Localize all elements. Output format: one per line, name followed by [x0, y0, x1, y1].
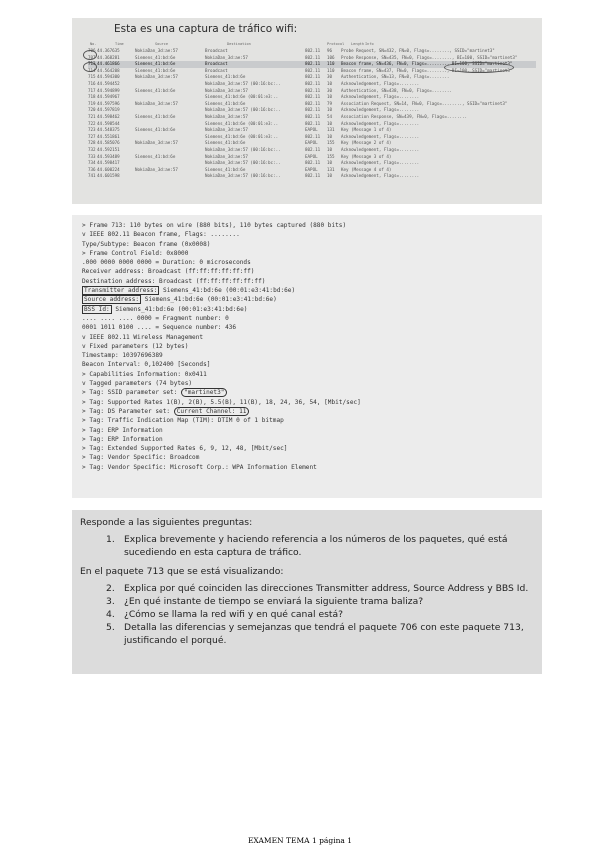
packet-info: Authentication, SN=438, FN=0, Flags=........	[341, 87, 452, 93]
packet-length: 10	[327, 173, 333, 179]
highlight-oval: Current Channel: 11	[174, 407, 250, 416]
packet-destination: Siemens_41:bd:6e (00:01:e3:..	[205, 94, 279, 100]
packet-source	[135, 107, 205, 114]
question-5	[106, 621, 534, 647]
packet-protocol: 802.11	[305, 146, 321, 152]
packet-time: 44.598544	[97, 120, 120, 126]
packet-length: 54	[327, 113, 333, 119]
packet-protocol: EAPOL	[305, 166, 318, 172]
packet-no: 736	[88, 166, 96, 172]
pen-mark	[444, 62, 514, 73]
question-number: 3.	[106, 596, 115, 607]
packet-details-photo	[72, 215, 542, 498]
packet-info: Authentication, SN=13, FN=0, Flags=........	[341, 74, 450, 80]
packet-no: 719	[88, 100, 96, 106]
packet-source: Siemens_41:bd:6e	[135, 113, 176, 119]
detail-line[interactable]: > Tag: Vendor Specific: Broadcom	[82, 454, 200, 462]
packet-length: 79	[327, 100, 333, 106]
packet-protocol: 802.11	[305, 54, 321, 60]
packet-info: Key (Message 3 of 4)	[341, 153, 392, 159]
packet-row[interactable]	[88, 101, 536, 108]
packet-source: Siemens_41:bd:6e	[135, 153, 176, 159]
packet-row[interactable]	[88, 140, 536, 147]
packet-destination: NokiaDan_3d:ae:57 (00:16:bc:..	[205, 160, 281, 166]
col-time: Time	[115, 42, 124, 46]
packet-source: Siemens_41:bd:6e	[135, 127, 176, 133]
packet-time: 44.597596	[97, 100, 120, 106]
packet-no: 723	[88, 127, 96, 133]
packet-destination: Siemens_41:bd:6e	[205, 100, 246, 106]
packet-row[interactable]	[88, 114, 536, 121]
packet-row[interactable]	[88, 74, 536, 81]
detail-line[interactable]: > Tag: Traffic Indication Map (TIM): DTIM 0 of 1 bitmap	[82, 417, 284, 425]
packet-time: 44.564208	[97, 67, 120, 73]
packet-length: 10	[327, 133, 333, 139]
detail-line[interactable]: > Tag: SSID parameter set: "martinet3"	[82, 388, 538, 397]
packet-protocol: EAPOL	[305, 127, 318, 133]
packet-row[interactable]	[88, 167, 536, 174]
detail-line[interactable]: > Capabilities Information: 0x0411	[82, 370, 207, 378]
packet-no: 728	[88, 140, 96, 146]
packet-length: 10	[327, 160, 333, 166]
packet-time: 44.598462	[97, 113, 120, 119]
detail-line[interactable]: > Tag: ERP Information	[82, 426, 163, 434]
packet-info: Probe Response, SN=435, FN=0, Flags=........, BI=100, SSID="martinet3"	[341, 54, 518, 60]
packet-protocol: 802.11	[305, 120, 321, 126]
packet-time: 44.594899	[97, 87, 120, 93]
packet-no: 733	[88, 153, 96, 159]
detail-line[interactable]: v Fixed parameters (12 bytes)	[82, 342, 189, 350]
packet-no: 717	[88, 87, 96, 93]
col-no: No.	[90, 42, 97, 46]
question-text: Detalla las diferencias y semejanzas que tendrá el paquete 706 con este paquete 713, justificando el porqué.	[124, 622, 524, 646]
packet-length: 131	[327, 127, 335, 133]
packet-info: Acknowledgement, Flags=........	[341, 94, 420, 100]
packet-row[interactable]	[88, 147, 536, 154]
packet-row[interactable]	[88, 94, 536, 101]
packet-source: NokiaDan_3d:ae:57	[135, 100, 178, 106]
packet-info: Key (Message 1 of 4)	[341, 127, 392, 133]
packet-no: 718	[88, 94, 96, 100]
packet-destination: Siemens_41:bd:6e	[205, 74, 246, 80]
detail-line[interactable]: v IEEE 802.11 Beacon frame, Flags: ........	[82, 231, 240, 239]
question-text: ¿En qué instante de tiempo se enviará la siguiente trama baliza?	[124, 596, 424, 607]
page-footer: EXAMEN TEMA 1 página 1	[247, 836, 353, 845]
packet-time: 44.461866	[97, 61, 120, 67]
packet-source: Siemens_41:bd:6e	[135, 67, 176, 73]
questions-context: En el paquete 713 que se está visualizando:	[80, 566, 284, 577]
packet-destination: Broadcast	[205, 67, 228, 73]
packet-destination: NokiaDan_3d:ae:57 (00:16:bc:..	[205, 173, 281, 179]
question-4	[106, 608, 534, 621]
pen-mark	[83, 50, 97, 60]
detail-line[interactable]: 0001 1011 0100 .... = Sequence number: 436	[82, 324, 237, 332]
packet-time: 44.592151	[97, 146, 120, 152]
detail-line[interactable]: > Frame 713: 110 bytes on wire (880 bits), 110 bytes captured (880 bits)	[82, 222, 347, 229]
packet-destination: NokiaDan_3d:ae:57 (00:16:bc:..	[205, 146, 281, 152]
questions-intro: Responde a las siguientes preguntas:	[80, 517, 253, 528]
packet-source: Siemens_41:bd:6e	[135, 87, 176, 93]
col-length: Length	[351, 42, 364, 46]
packet-destination: NokiaDan_3d:ae:57	[205, 54, 248, 60]
packet-no: 714	[88, 67, 96, 73]
packet-length: 155	[327, 140, 335, 146]
packet-protocol: 802.11	[305, 94, 321, 100]
packet-list-header	[90, 42, 374, 46]
packet-no: 727	[88, 133, 96, 139]
packet-info: Acknowledgement, Flags=........	[341, 160, 420, 166]
packet-source	[135, 81, 205, 88]
packet-time: 44.601598	[97, 173, 120, 179]
packet-no: 732	[88, 146, 96, 152]
detail-line[interactable]: > Frame Control Field: 0x8000	[82, 249, 189, 257]
packet-time: 44.594452	[97, 80, 120, 86]
packet-source	[135, 160, 205, 167]
packet-row[interactable]	[88, 81, 536, 88]
question-number: 1.	[106, 534, 115, 545]
packet-destination: NokiaDan_3d:ae:57	[205, 87, 248, 93]
packet-info: Key (Message 2 of 4)	[341, 140, 392, 146]
packet-length: 10	[327, 120, 333, 126]
packet-length: 10	[327, 94, 333, 100]
packet-destination: Siemens_41:bd:6e	[205, 166, 246, 172]
highlight-box: Source address:	[84, 296, 140, 304]
packet-destination: NokiaDan_3d:ae:57	[205, 153, 248, 159]
packet-protocol: 802.11	[305, 87, 321, 93]
packet-no: 716	[88, 80, 96, 86]
detail-line[interactable]: Beacon Interval: 0,102400 [Seconds]	[82, 361, 211, 369]
packet-length: 10	[327, 107, 333, 113]
detail-line[interactable]: > Tag: ERP Information	[82, 435, 163, 443]
packet-length: 10	[327, 80, 333, 86]
packet-row[interactable]	[88, 88, 536, 95]
packet-destination: NokiaDan_3d:ae:57	[205, 113, 248, 119]
packet-length: 10	[327, 146, 333, 152]
packet-info: Acknowledgement, Flags=........	[341, 120, 420, 126]
packet-length: 106	[327, 54, 335, 60]
packet-length: 110	[327, 61, 335, 67]
highlight-box: Transmitter address:	[84, 287, 158, 295]
packet-info: Acknowledgement, Flags=........	[341, 173, 420, 179]
packet-no: 722	[88, 120, 96, 126]
detail-line[interactable]: v IEEE 802.11 Wireless Management	[82, 333, 204, 341]
packet-destination: Siemens_41:bd:6e (00:01:e3:..	[205, 120, 279, 126]
packet-time: 44.598417	[97, 160, 120, 166]
packet-protocol: 802.11	[305, 67, 321, 73]
packet-row[interactable]	[88, 134, 536, 141]
question-number: 5.	[106, 622, 115, 633]
packet-protocol: 802.11	[305, 48, 321, 53]
highlight-oval: "martinet3"	[181, 388, 227, 397]
packet-source	[135, 134, 205, 141]
question-number: 4.	[106, 609, 115, 620]
packet-protocol: 802.11	[305, 74, 321, 80]
question-text: ¿Cómo se llama la red wifi y en qué canal está?	[124, 609, 343, 620]
packet-protocol: 802.11	[305, 160, 321, 166]
packet-destination: NokiaDan_3d:ae:57 (00:16:bc:..	[205, 107, 281, 113]
col-source: Source	[155, 42, 168, 46]
packet-no: 713	[88, 61, 96, 67]
detail-line[interactable]: v Tagged parameters (74 bytes)	[82, 380, 193, 388]
packet-list-photo	[72, 18, 542, 204]
packet-details-tree	[82, 221, 538, 472]
packet-source: Siemens_41:bd:6e	[135, 61, 176, 67]
question-3	[106, 595, 534, 608]
packet-info: Key (Message 4 of 4)	[341, 166, 392, 172]
detail-line[interactable]: Type/Subtype: Beacon frame (0x0008)	[82, 240, 211, 248]
packet-protocol: 802.11	[305, 133, 321, 139]
packet-row[interactable]	[88, 173, 536, 180]
packet-no: 715	[88, 74, 96, 80]
packet-no: 720	[88, 107, 96, 113]
packet-info: Acknowledgement, Flags=........	[341, 80, 420, 86]
packet-time: 44.593489	[97, 153, 120, 159]
question-number: 2.	[106, 583, 115, 594]
detail-line[interactable]: BSS Id: Siemens_41:bd:6e (00:01:e3:41:bd:6e)	[84, 305, 248, 313]
packet-destination: NokiaDan_3d:ae:57	[205, 127, 248, 133]
packet-no: 707	[88, 54, 96, 60]
packet-row[interactable]	[88, 107, 536, 114]
detail-line[interactable]: .... .... .... 0000 = Fragment number: 0	[82, 314, 229, 322]
packet-time: 44.594300	[97, 74, 120, 80]
packet-info: Acknowledgement, Flags=........	[341, 107, 420, 113]
detail-line[interactable]: > Tag: Supported Rates 1(B), 2(B), 5.5(B), 11(B), 18, 24, 36, 54, [Mbit/sec]	[82, 398, 361, 406]
packet-protocol: 802.11	[305, 107, 321, 113]
question-2	[106, 582, 534, 595]
packet-row[interactable]	[88, 127, 536, 134]
packet-info: Beacon frame, SN=437, FN=0, Flags=........, BI=100, SSID="martinet3"	[341, 67, 513, 73]
question-text: Explica por qué coinciden las direcciones Transmitter address, Source Address y BBS Id.	[124, 583, 529, 594]
question-text: Explica brevemente y haciendo referencia a los números de los paquetes, qué está sucediendo en esta captura de tráfico.	[124, 534, 508, 558]
packet-protocol: EAPOL	[305, 140, 318, 146]
packet-info: Probe Request, SN=432, FN=0, Flags=........, SSID="martinet3"	[341, 48, 495, 53]
packet-destination: Broadcast	[205, 48, 228, 53]
packet-destination: NokiaDan_3d:ae:57 (00:16:bc:..	[205, 80, 281, 86]
pen-mark	[83, 62, 97, 72]
packet-length: 155	[327, 153, 335, 159]
packet-protocol: 802.11	[305, 80, 321, 86]
packet-source: NokiaDan_3d:ae:57	[135, 48, 178, 53]
packet-info: Acknowledgement, Flags=........	[341, 146, 420, 152]
detail-line[interactable]: Receiver address: Broadcast (ff:ff:ff:ff:ff:ff)	[82, 268, 255, 276]
packet-source	[135, 94, 205, 101]
packet-info: Association Response, SN=439, FN=0, Flags=........	[341, 113, 468, 119]
packet-row[interactable]	[88, 154, 536, 161]
detail-line[interactable]: .000 0000 0000 0000 = Duration: 0 microseconds	[82, 259, 251, 267]
packet-time: 44.585076	[97, 140, 120, 146]
questions-photo	[72, 510, 542, 674]
packet-protocol: 802.11	[305, 113, 321, 119]
packet-source: Siemens_41:bd:6e	[135, 54, 176, 60]
packet-source	[135, 121, 205, 128]
detail-line[interactable]: Destination address: Broadcast (ff:ff:ff:ff:ff:ff)	[82, 277, 266, 285]
packet-protocol: 802.11	[305, 173, 321, 179]
packet-length: 131	[327, 166, 335, 172]
col-destination: Destination	[227, 42, 251, 46]
packet-no: 734	[88, 160, 96, 166]
packet-no: 706	[88, 48, 96, 53]
packet-source: NokiaDan_3d:ae:57	[135, 166, 178, 172]
detail-line[interactable]: Timestamp: 10397696389	[82, 352, 163, 360]
packet-row[interactable]	[88, 48, 536, 55]
highlight-box: BSS Id:	[84, 305, 110, 313]
packet-length: 30	[327, 87, 333, 93]
packet-no: 721	[88, 113, 96, 119]
packet-time: 44.367635	[97, 48, 120, 53]
packet-length: 30	[327, 74, 333, 80]
packet-destination: Siemens_41:bd:6e (00:01:e3:..	[205, 133, 279, 139]
packet-info: Acknowledgement, Flags=........	[341, 133, 420, 139]
detail-line[interactable]: > Tag: DS Parameter set: Current Channel: 11	[82, 407, 538, 416]
packet-time: 44.548375	[97, 127, 120, 133]
packet-row[interactable]	[88, 55, 536, 62]
packet-protocol: 802.11	[305, 100, 321, 106]
question-1	[106, 533, 534, 559]
detail-line[interactable]: > Tag: Extended Supported Rates 6, 9, 12, 48, [Mbit/sec]	[82, 445, 288, 453]
packet-no: 741	[88, 173, 96, 179]
packet-destination: Siemens_41:bd:6e	[205, 140, 246, 146]
packet-source	[135, 147, 205, 154]
packet-protocol: EAPOL	[305, 153, 318, 159]
packet-protocol: 802.11	[305, 61, 321, 67]
packet-length: 96	[327, 48, 333, 53]
packet-info: Beacon frame, SN=436, FN=0, Flags=........, BI=100, SSID="martinet3"	[341, 61, 513, 67]
packet-time: 44.551861	[97, 133, 120, 139]
capture-title: Esta es una captura de tráfico wifi:	[114, 23, 298, 35]
detail-line[interactable]: Source address: Siemens_41:bd:6e (00:01:e3:41:bd:6e)	[84, 296, 277, 304]
question-list	[80, 582, 534, 647]
packet-length: 110	[327, 67, 335, 73]
packet-source: NokiaDan_3d:ae:57	[135, 140, 178, 146]
packet-row[interactable]	[88, 121, 536, 128]
packet-time: 44.594967	[97, 94, 120, 100]
detail-line[interactable]: > Tag: Vendor Specific: Microsoft Corp.: WPA Information Element	[82, 463, 317, 471]
packet-source	[135, 173, 205, 180]
packet-row[interactable]	[88, 160, 536, 167]
packet-source: NokiaDan_3d:ae:57	[135, 74, 178, 80]
packet-destination: Broadcast	[205, 61, 228, 67]
detail-line[interactable]: Transmitter address: Siemens_41:bd:6e (00:01:e3:41:bd:6e)	[84, 287, 296, 295]
packet-time: 44.600224	[97, 166, 120, 172]
col-protocol: Protocol	[327, 42, 345, 46]
col-info: Info	[365, 42, 374, 46]
packet-info: Association Request, SN=14, FN=0, Flags=........, SSID="martinet3"	[341, 100, 508, 106]
packet-time: 44.368281	[97, 54, 120, 60]
packet-time: 44.597819	[97, 107, 120, 113]
